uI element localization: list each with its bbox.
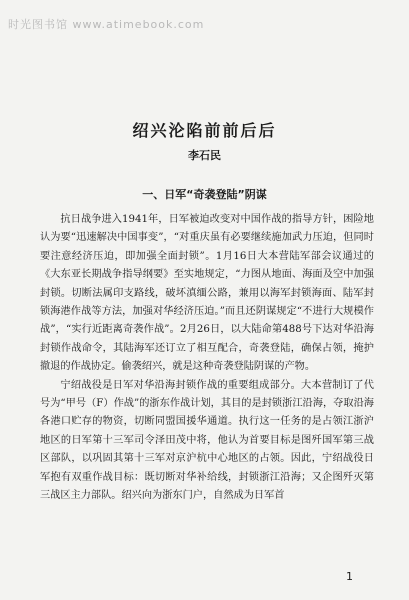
author-name: 李石民: [188, 149, 221, 162]
body-text: [40, 211, 374, 506]
chapter-title: 绍兴沦陷前前后后: [132, 121, 277, 140]
page-number: 1: [346, 570, 353, 583]
watermark: 时光图书馆 www.atimebook.com: [8, 18, 205, 31]
paragraph: 宁绍战役是日军对华沿海封锁作战的重要组成部分。大本营制订了代号为“甲号（F）作战”的浙东作战计划，其目的是封锁浙江沿海，夺取沿海各港口贮存的物资，切断同盟国援华通道。执行这一任务的是占领江浙沪地区的日军第十三军司令泽田茂中将，他认为首要目标是图歼国军第三战区部队，以巩固其第十三军对京沪杭中心地区的占领。因此，宁绍战役日军抱有双重作战目标：既切断对华补给线，封锁浙江沿海；又企图歼灭第三战区主力部队。绍兴向为浙东门户，自然成为日军首: [40, 379, 374, 502]
paragraph: 抗日战争进入1941年，日军被迫改变对中国作战的指导方针，困险地认为要“迅速解决中国事变”，“对重庆虽有必要继续施加武力压迫，但同时要注意经济压迫，即加强全面封锁”。1月16日大本营陆军部会议通过的《大东亚长期战争指导纲要》至实地规定，“力图从地面、海面及空中加强封锁。切断法属印支路线，破坏滇缅公路，兼用以海军封锁海面、陆军封锁海港作战等方法，加强对华经济压迫。”而且还阴谋规定“不进行大规模作战”，“实行近距离奇袭作战”。2月26日，以大陆命第488号下达对华沿海封锁作战命令，其陆海军还订立了相互配合，奇袭登陆，确保占领，掩护撤退的作战协定。偷袭绍兴，就是这种奇袭登陆阴谋的产物。: [40, 214, 374, 373]
section-heading: 一、日军“奇袭登陆”阴谋: [142, 188, 267, 201]
